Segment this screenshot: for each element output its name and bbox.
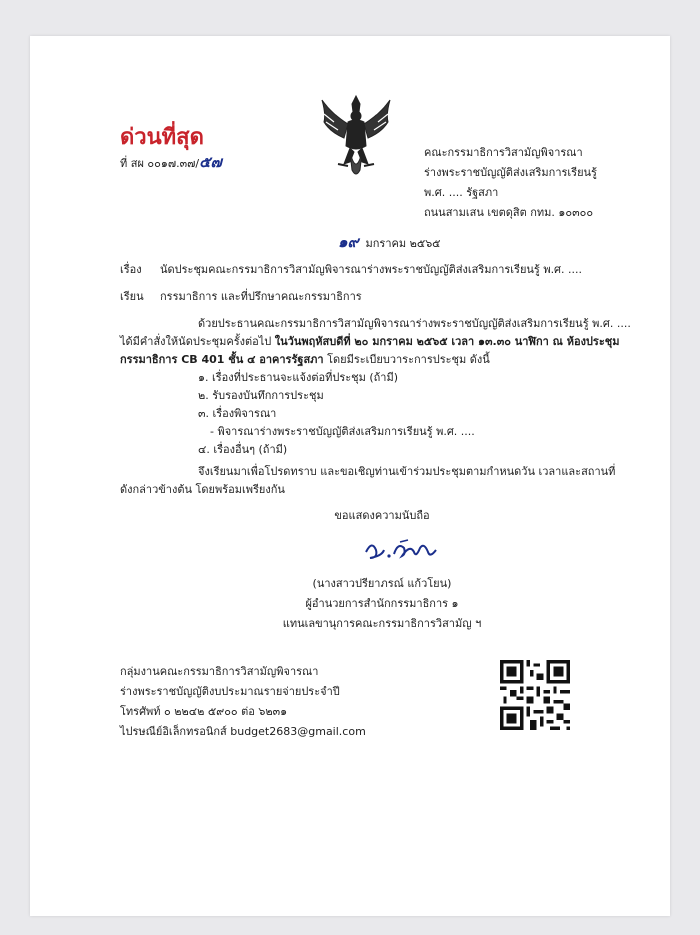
document-date bbox=[338, 230, 441, 254]
meeting-datetime: ในวันพฤหัสบดีที่ ๒๐ มกราคม ๒๕๖๕ เวลา ๑๓.๓๐ นาฬิกา ณ ห้องประชุม bbox=[274, 335, 620, 348]
sender-address-line: พ.ศ. .... รัฐสภา bbox=[424, 186, 499, 199]
footer-line: กลุ่มงานคณะกรรมาธิการวิสามัญพิจารณา bbox=[120, 665, 319, 678]
date-month-year: มกราคม ๒๕๖๕ bbox=[365, 237, 441, 250]
document-number-handwritten: ๕๗ bbox=[199, 153, 222, 171]
garuda-emblem-icon bbox=[314, 92, 398, 180]
agenda-item: ๔. เรื่องอื่นๆ (ถ้ามี) bbox=[198, 443, 288, 456]
sender-address-line: ถนนสามเสน เขตดุสิต กทม. ๑๐๓๐๐ bbox=[424, 206, 594, 219]
agenda-item: ๓. เรื่องพิจารณา bbox=[198, 407, 277, 420]
paragraph2-line2: ดังกล่าวข้างต้น โดยพร้อมเพรียงกัน bbox=[120, 483, 285, 496]
agenda-subitem: - พิจารณาร่างพระราชบัญญัติส่งเสริมการเรียนรู้ พ.ศ. .... bbox=[210, 425, 475, 438]
sender-address-line: คณะกรรมาธิการวิสามัญพิจารณา bbox=[424, 146, 583, 159]
qr-code-icon bbox=[500, 660, 570, 730]
footer-email: ไปรษณีย์อิเล็กทรอนิกส์ budget2683@gmail.com bbox=[120, 725, 366, 738]
subject-label: เรื่อง bbox=[120, 263, 142, 276]
paragraph2-line1: จึงเรียนมาเพื่อโปรดทราบ และขอเชิญท่านเข้าร่วมประชุมตามกำหนดวัน เวลาและสถานที่ bbox=[198, 465, 616, 478]
sender-address-line: ร่างพระราชบัญญัติส่งเสริมการเรียนรู้ bbox=[424, 166, 597, 179]
closing-text: ขอแสดงความนับถือ bbox=[334, 509, 430, 522]
agenda-item: ๒. รับรองบันทึกการประชุม bbox=[198, 389, 324, 402]
paragraph1-line2-normal: ได้มีคำสั่งให้นัดประชุมครั้งต่อไป bbox=[120, 335, 275, 348]
paragraph1-line1: ด้วยประธานคณะกรรมาธิการวิสามัญพิจารณาร่างพระราชบัญญัติส่งเสริมการเรียนรู้ พ.ศ. .... bbox=[198, 317, 631, 330]
meeting-room: กรรมาธิการ CB 401 ชั้น ๔ อาคารรัฐสภา bbox=[120, 353, 324, 366]
signatory-position: แทนเลขานุการคณะกรรมาธิการวิสามัญ ฯ bbox=[282, 617, 482, 630]
agenda-item: ๑. เรื่องที่ประธานจะแจ้งต่อที่ประชุม (ถ้ามี) bbox=[198, 371, 399, 384]
footer-line: ร่างพระราชบัญญัติงบประมาณรายจ่ายประจำปี bbox=[120, 685, 340, 698]
recipient-text: กรรมาธิการ และที่ปรึกษาคณะกรรมาธิการ bbox=[160, 290, 362, 303]
signatory-name: (นางสาวปรียาภรณ์ แก้วโยน) bbox=[312, 577, 452, 590]
paragraph1-line2 bbox=[120, 332, 619, 350]
urgency-heading: ด่วนที่สุด bbox=[120, 124, 204, 150]
signatory-position: ผู้อำนวยการสำนักกรรมาธิการ ๑ bbox=[305, 597, 459, 610]
paragraph1-line3-normal: โดยมีระเบียบวาระการประชุม ดังนี้ bbox=[323, 353, 490, 366]
date-day-handwritten: ๑๙ bbox=[338, 233, 359, 251]
signature-icon bbox=[362, 534, 442, 564]
footer-line: โทรศัพท์ ๐ ๒๒๔๒ ๕๙๐๐ ต่อ ๖๒๓๑ bbox=[120, 705, 288, 718]
document-number bbox=[120, 150, 222, 174]
recipient-label: เรียน bbox=[120, 290, 144, 303]
subject-text: นัดประชุมคณะกรรมาธิการวิสามัญพิจารณาร่างพระราชบัญญัติส่งเสริมการเรียนรู้ พ.ศ. .... bbox=[160, 263, 583, 276]
document-number-prefix: ที่ สผ ๐๐๑๗.๓๗/ bbox=[120, 157, 200, 170]
paragraph1-line3 bbox=[120, 350, 490, 368]
